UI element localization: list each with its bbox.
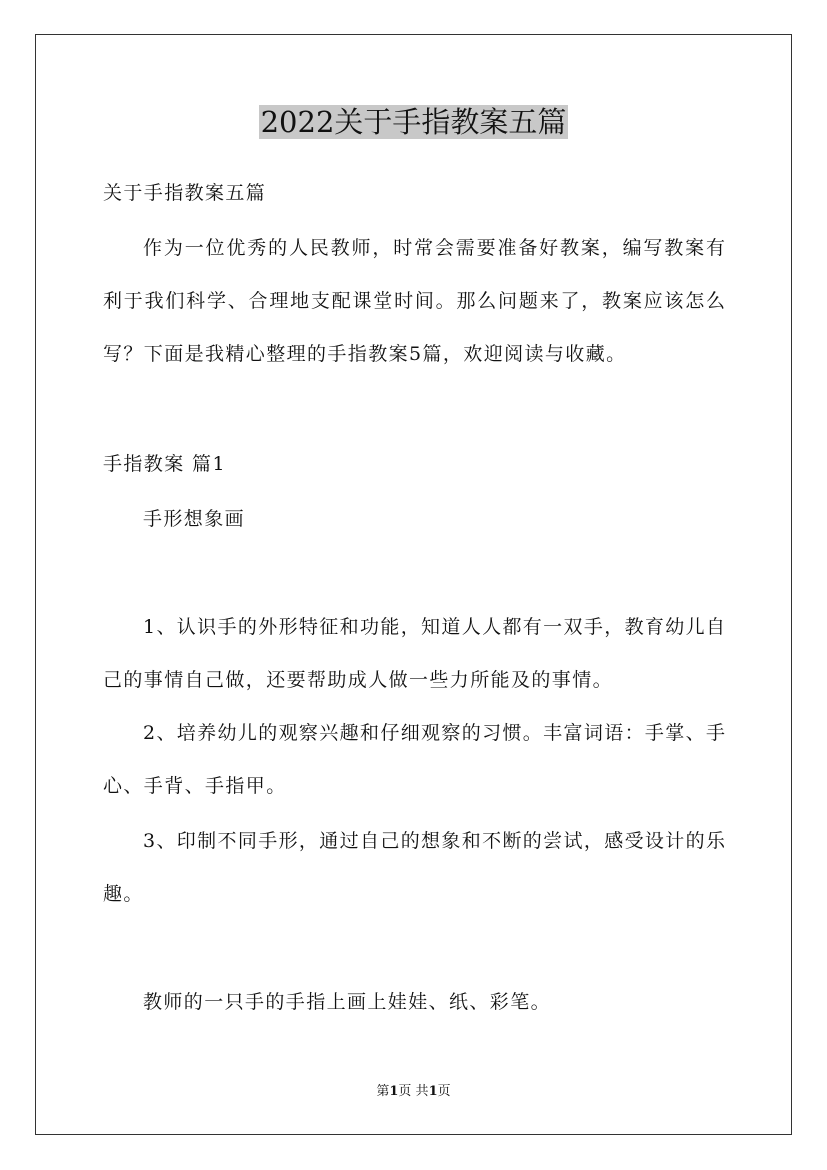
preparation-line: 教师的一只手的手指上画上娃娃、纸、彩笔。 xyxy=(143,991,552,1013)
footer-page-prefix: 第 xyxy=(376,1084,390,1099)
footer-page-total: 1 xyxy=(428,1084,438,1099)
lesson-title: 手形想象画 xyxy=(143,508,246,530)
goal-line-4: 心、手背、手指甲。 xyxy=(103,775,287,797)
document-title-text: 2022关于手指教案五篇 xyxy=(260,105,567,139)
goal-line-5: 3、印制不同手形，通过自己的想象和不断的尝试，感受设计的乐 xyxy=(143,830,725,852)
section-heading: 手指教案 篇1 xyxy=(103,453,226,475)
goal-line-3: 2、培养幼儿的观察兴趣和仔细观察的习惯。丰富词语：手掌、手 xyxy=(143,722,725,744)
footer-page-suffix: 页 xyxy=(437,1084,451,1099)
goal-line-2: 己的事情自己做，还要帮助成人做一些力所能及的事情。 xyxy=(103,669,614,691)
document-subtitle: 关于手指教案五篇 xyxy=(103,182,267,204)
intro-line-2: 利于我们科学、合理地支配课堂时间。那么问题来了，教案应该怎么 xyxy=(103,290,725,312)
page-footer xyxy=(0,1083,827,1101)
goal-line-1: 1、认识手的外形特征和功能，知道人人都有一双手，教育幼儿自 xyxy=(143,616,725,638)
intro-line-3: 写？下面是我精心整理的手指教案5篇，欢迎阅读与收藏。 xyxy=(103,343,627,365)
document-title xyxy=(0,100,827,144)
intro-line-1: 作为一位优秀的人民教师，时常会需要准备好教案，编写教案有 xyxy=(143,237,725,259)
footer-page-number: 1 xyxy=(389,1084,399,1099)
footer-page-mid: 页 共 xyxy=(398,1084,429,1099)
goal-line-6: 趣。 xyxy=(103,883,144,905)
